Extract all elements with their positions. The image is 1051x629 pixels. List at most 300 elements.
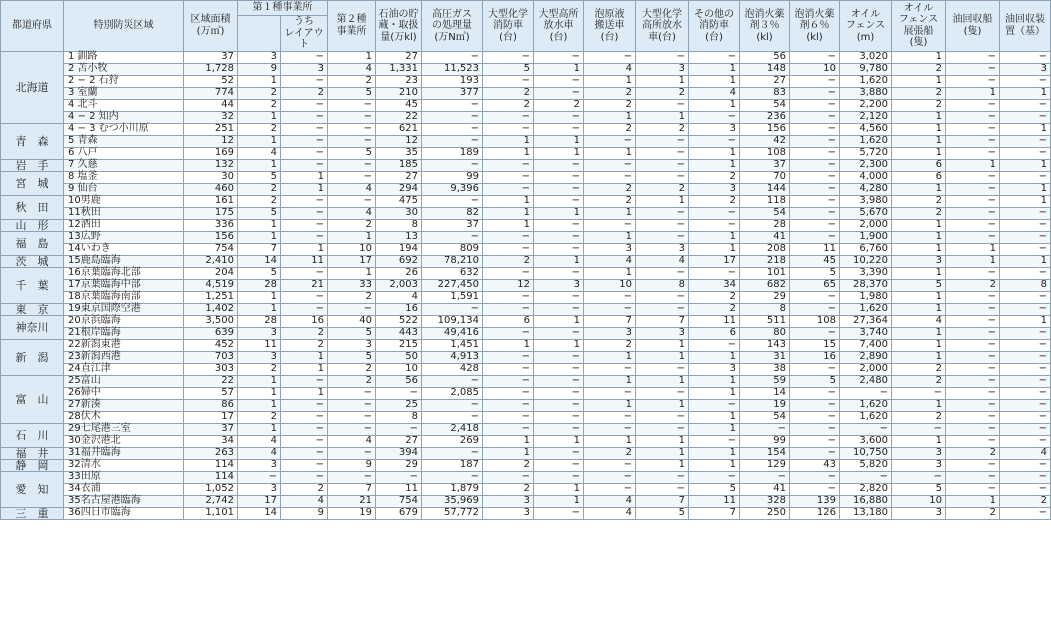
area-name-cell: 4 − 3 むつ小川原 — [64, 123, 184, 135]
value-cell: 1 — [946, 159, 1000, 171]
value-cell: 129 — [740, 459, 790, 471]
value-cell: 144 — [740, 183, 790, 195]
value-cell: 33 — [328, 279, 376, 291]
value-cell: − — [946, 339, 1000, 351]
area-name-cell: 7 久慈 — [64, 159, 184, 171]
value-cell: 328 — [740, 495, 790, 507]
value-cell: − — [946, 435, 1000, 447]
table-row — [1, 171, 1051, 183]
value-cell: 227,450 — [422, 279, 483, 291]
value-cell: 3 — [238, 483, 281, 495]
value-cell: 1 — [689, 351, 740, 363]
value-cell: 1,728 — [184, 63, 238, 75]
value-cell: 30 — [376, 207, 422, 219]
value-cell: 4 — [636, 255, 689, 267]
value-cell: 1 — [689, 159, 740, 171]
value-cell: 263 — [184, 447, 238, 459]
value-cell: 83 — [740, 87, 790, 99]
value-cell: 394 — [376, 447, 422, 459]
value-cell: 7 — [584, 315, 636, 327]
value-cell: 3 — [281, 63, 328, 75]
value-cell: 17 — [328, 255, 376, 267]
value-cell: 2 — [636, 123, 689, 135]
value-cell: − — [534, 507, 584, 519]
value-cell: − — [946, 411, 1000, 423]
value-cell: 3,740 — [840, 327, 892, 339]
value-cell: − — [840, 423, 892, 435]
value-cell: − — [946, 135, 1000, 147]
value-cell: − — [1000, 375, 1051, 387]
value-cell: 210 — [376, 87, 422, 99]
value-cell: 109,134 — [422, 315, 483, 327]
value-cell: 187 — [422, 459, 483, 471]
value-cell: − — [534, 123, 584, 135]
value-cell: − — [483, 387, 534, 399]
value-cell: 1 — [238, 75, 281, 87]
value-cell: 1 — [892, 51, 946, 63]
value-cell: 2 — [483, 483, 534, 495]
value-cell: 2 — [483, 255, 534, 267]
value-cell: 2,300 — [840, 159, 892, 171]
value-cell: 1 — [534, 207, 584, 219]
value-cell: − — [376, 423, 422, 435]
value-cell: − — [892, 423, 946, 435]
value-cell: − — [1000, 171, 1051, 183]
value-cell: 1 — [483, 447, 534, 459]
header-foam-truck: 泡原液 搬送車 (台) — [584, 1, 636, 52]
value-cell: − — [1000, 399, 1051, 411]
value-cell: 1 — [534, 339, 584, 351]
value-cell: − — [483, 75, 534, 87]
value-cell: 428 — [422, 363, 483, 375]
value-cell: 2 — [636, 87, 689, 99]
value-cell: − — [281, 231, 328, 243]
value-cell: 21 — [281, 279, 328, 291]
value-cell: 132 — [184, 159, 238, 171]
area-name-cell: 29七尾港三室 — [64, 423, 184, 435]
value-cell: 8 — [1000, 279, 1051, 291]
value-cell: − — [1000, 291, 1051, 303]
value-cell: − — [483, 327, 534, 339]
value-cell: − — [1000, 507, 1051, 519]
value-cell: 639 — [184, 327, 238, 339]
value-cell: − — [281, 423, 328, 435]
area-name-cell: 22新潟東港 — [64, 339, 184, 351]
value-cell: 1 — [892, 135, 946, 147]
value-cell: 5 — [238, 267, 281, 279]
value-cell: 29 — [740, 291, 790, 303]
value-cell: − — [534, 303, 584, 315]
value-cell: 56 — [376, 375, 422, 387]
area-name-cell: 20京浜臨海 — [64, 315, 184, 327]
value-cell: 2 — [281, 339, 328, 351]
value-cell: 6 — [892, 159, 946, 171]
table-row — [1, 159, 1051, 171]
value-cell: 41 — [740, 231, 790, 243]
value-cell: 5 — [689, 483, 740, 495]
value-cell: 682 — [740, 279, 790, 291]
table-row — [1, 279, 1051, 291]
value-cell: 754 — [184, 243, 238, 255]
value-cell: 294 — [376, 183, 422, 195]
value-cell: − — [422, 111, 483, 123]
table-row — [1, 375, 1051, 387]
value-cell: − — [790, 423, 840, 435]
value-cell: 1,052 — [184, 483, 238, 495]
value-cell: 1 — [281, 363, 328, 375]
header-oil-volume: 石油の貯 蔵・取扱 量(万kl) — [376, 1, 422, 52]
value-cell: 303 — [184, 363, 238, 375]
value-cell: 2 — [946, 279, 1000, 291]
value-cell: 4 — [584, 495, 636, 507]
value-cell: 1 — [689, 447, 740, 459]
area-name-cell: 18京葉臨海南部 — [64, 291, 184, 303]
value-cell: 1 — [584, 267, 636, 279]
value-cell: − — [483, 363, 534, 375]
value-cell: 2 — [1000, 495, 1051, 507]
value-cell: 5 — [328, 87, 376, 99]
value-cell: 44 — [184, 99, 238, 111]
value-cell: − — [534, 111, 584, 123]
value-cell: 1 — [892, 111, 946, 123]
value-cell: − — [281, 375, 328, 387]
value-cell: 52 — [184, 75, 238, 87]
value-cell: 139 — [790, 495, 840, 507]
value-cell: − — [790, 87, 840, 99]
value-cell: 12 — [483, 279, 534, 291]
value-cell: − — [946, 363, 1000, 375]
value-cell: − — [636, 363, 689, 375]
value-cell: 14 — [740, 387, 790, 399]
table-row — [1, 339, 1051, 351]
table-row — [1, 51, 1051, 63]
value-cell: 2 — [328, 375, 376, 387]
value-cell: 101 — [740, 267, 790, 279]
value-cell: 10,220 — [840, 255, 892, 267]
area-name-cell: 15鹿島臨海 — [64, 255, 184, 267]
value-cell: − — [946, 123, 1000, 135]
value-cell: 50 — [376, 351, 422, 363]
prefecture-cell: 北海道 — [1, 51, 64, 123]
value-cell: 1 — [689, 99, 740, 111]
value-cell: 1 — [1000, 315, 1051, 327]
value-cell: 3 — [238, 459, 281, 471]
value-cell: 1 — [636, 75, 689, 87]
value-cell: 774 — [184, 87, 238, 99]
value-cell: 14 — [238, 507, 281, 519]
prefecture-cell: 千 葉 — [1, 267, 64, 303]
table-row — [1, 87, 1051, 99]
value-cell: − — [636, 99, 689, 111]
table-row — [1, 387, 1051, 399]
header-oil-fence: オイル フェンス (m) — [840, 1, 892, 52]
value-cell: 8 — [636, 279, 689, 291]
header-aerial-truck: 大型高所 放水車 (台) — [534, 1, 584, 52]
value-cell: − — [534, 171, 584, 183]
value-cell: − — [483, 303, 534, 315]
value-cell: 692 — [376, 255, 422, 267]
value-cell: − — [1000, 435, 1051, 447]
value-cell: − — [790, 387, 840, 399]
area-name-cell: 12酒田 — [64, 219, 184, 231]
value-cell: 21 — [328, 495, 376, 507]
value-cell: 5 — [892, 483, 946, 495]
value-cell: − — [946, 459, 1000, 471]
value-cell: 2 — [328, 291, 376, 303]
area-name-cell: 31福井臨海 — [64, 447, 184, 459]
value-cell: 16 — [376, 303, 422, 315]
value-cell: 3,500 — [184, 315, 238, 327]
value-cell: 4 — [376, 291, 422, 303]
value-cell: 1 — [534, 63, 584, 75]
value-cell: 5,720 — [840, 147, 892, 159]
value-cell: 5 — [328, 147, 376, 159]
header-fence-boat: オイル フェンス 展張船 (隻) — [892, 1, 946, 52]
value-cell: − — [1000, 99, 1051, 111]
value-cell: − — [740, 471, 790, 483]
value-cell: 5 — [892, 279, 946, 291]
value-cell: 809 — [422, 243, 483, 255]
value-cell: − — [422, 399, 483, 411]
value-cell: − — [483, 375, 534, 387]
value-cell: − — [584, 471, 636, 483]
value-cell: − — [790, 399, 840, 411]
value-cell: 2 — [892, 99, 946, 111]
value-cell: 10,750 — [840, 447, 892, 459]
value-cell: − — [946, 195, 1000, 207]
value-cell: − — [946, 399, 1000, 411]
value-cell: 14 — [238, 255, 281, 267]
value-cell: 8 — [376, 411, 422, 423]
value-cell: 4 — [328, 435, 376, 447]
value-cell: − — [328, 159, 376, 171]
value-cell: 37 — [422, 219, 483, 231]
value-cell: − — [689, 219, 740, 231]
value-cell: − — [281, 399, 328, 411]
value-cell: − — [1000, 219, 1051, 231]
value-cell: − — [534, 375, 584, 387]
value-cell: − — [1000, 51, 1051, 63]
value-cell: 1,980 — [840, 291, 892, 303]
value-cell: 9 — [238, 63, 281, 75]
area-name-cell: 6 八戸 — [64, 147, 184, 159]
value-cell: 3 — [1000, 63, 1051, 75]
value-cell: 15 — [790, 339, 840, 351]
value-cell: − — [946, 375, 1000, 387]
value-cell: 11 — [281, 255, 328, 267]
value-cell: 1 — [534, 147, 584, 159]
value-cell: 2 — [892, 195, 946, 207]
value-cell: 34 — [184, 435, 238, 447]
value-cell: 1 — [584, 75, 636, 87]
value-cell: 37 — [740, 159, 790, 171]
value-cell: − — [790, 327, 840, 339]
value-cell: 251 — [184, 123, 238, 135]
value-cell: − — [328, 99, 376, 111]
value-cell: 28 — [238, 315, 281, 327]
value-cell: 1 — [892, 291, 946, 303]
value-cell: 1 — [892, 435, 946, 447]
value-cell: 1 — [689, 75, 740, 87]
value-cell: 2 — [689, 171, 740, 183]
value-cell: 1,591 — [422, 291, 483, 303]
value-cell: − — [534, 423, 584, 435]
value-cell: 1 — [584, 435, 636, 447]
value-cell: − — [584, 303, 636, 315]
value-cell: 2 — [238, 99, 281, 111]
value-cell: 3 — [892, 447, 946, 459]
value-cell: 10 — [328, 243, 376, 255]
value-cell: − — [946, 483, 1000, 495]
value-cell: − — [584, 411, 636, 423]
value-cell: 59 — [740, 375, 790, 387]
value-cell: − — [636, 471, 689, 483]
table-row — [1, 195, 1051, 207]
value-cell: 2 — [483, 99, 534, 111]
table-row — [1, 447, 1051, 459]
value-cell: 3 — [238, 351, 281, 363]
value-cell: 2 — [584, 447, 636, 459]
value-cell: 118 — [740, 195, 790, 207]
value-cell: 1 — [238, 291, 281, 303]
value-cell: − — [1000, 303, 1051, 315]
value-cell: 194 — [376, 243, 422, 255]
value-cell: 1 — [892, 147, 946, 159]
value-cell: 1 — [892, 243, 946, 255]
value-cell: 1 — [636, 447, 689, 459]
value-cell: 99 — [740, 435, 790, 447]
value-cell: 2,480 — [840, 375, 892, 387]
value-cell: 1 — [238, 375, 281, 387]
value-cell: − — [584, 219, 636, 231]
value-cell: − — [422, 135, 483, 147]
value-cell: − — [1000, 363, 1051, 375]
area-name-cell: 36四日市臨海 — [64, 507, 184, 519]
table-row — [1, 459, 1051, 471]
value-cell: 16 — [281, 315, 328, 327]
prefecture-cell: 東 京 — [1, 303, 64, 315]
value-cell: − — [946, 351, 1000, 363]
value-cell: 1,451 — [422, 339, 483, 351]
value-cell: − — [636, 303, 689, 315]
value-cell: 5 — [790, 267, 840, 279]
value-cell: 4 — [584, 255, 636, 267]
value-cell: 5 — [328, 351, 376, 363]
value-cell: 11 — [689, 315, 740, 327]
value-cell: − — [584, 171, 636, 183]
value-cell: − — [281, 207, 328, 219]
value-cell: 2 — [238, 87, 281, 99]
value-cell: 2 — [238, 363, 281, 375]
value-cell: − — [281, 147, 328, 159]
value-cell: 70 — [740, 171, 790, 183]
value-cell: 2 — [892, 207, 946, 219]
value-cell: − — [483, 243, 534, 255]
value-cell: 193 — [422, 75, 483, 87]
table-row — [1, 351, 1051, 363]
value-cell: 236 — [740, 111, 790, 123]
value-cell: 2 — [238, 195, 281, 207]
value-cell: 7 — [328, 483, 376, 495]
value-cell: − — [281, 267, 328, 279]
value-cell: 1 — [636, 459, 689, 471]
value-cell: 1 — [636, 375, 689, 387]
value-cell: 3,390 — [840, 267, 892, 279]
value-cell: − — [946, 75, 1000, 87]
value-cell: 16 — [790, 351, 840, 363]
value-cell: 1 — [689, 387, 740, 399]
value-cell: − — [534, 159, 584, 171]
table-row — [1, 75, 1051, 87]
area-name-cell: 35名古屋港臨海 — [64, 495, 184, 507]
value-cell: 1,620 — [840, 411, 892, 423]
value-cell: 250 — [740, 507, 790, 519]
area-name-cell: 13広野 — [64, 231, 184, 243]
value-cell: 154 — [740, 447, 790, 459]
value-cell: 2 — [328, 75, 376, 87]
value-cell: 2,000 — [840, 363, 892, 375]
value-cell: 34 — [689, 279, 740, 291]
value-cell: − — [636, 51, 689, 63]
value-cell: − — [636, 267, 689, 279]
value-cell: − — [483, 267, 534, 279]
value-cell: 1 — [238, 387, 281, 399]
value-cell: − — [790, 147, 840, 159]
value-cell: 31 — [740, 351, 790, 363]
area-name-cell: 30金沢港北 — [64, 435, 184, 447]
value-cell: 4 — [328, 207, 376, 219]
value-cell: 4 — [892, 315, 946, 327]
value-cell: 10 — [892, 495, 946, 507]
value-cell: − — [328, 303, 376, 315]
value-cell: − — [840, 471, 892, 483]
value-cell: 1 — [534, 495, 584, 507]
value-cell: 17 — [689, 255, 740, 267]
header-gas-volume: 高圧ガス の処理量 (万N㎥) — [422, 1, 483, 52]
value-cell: 1,101 — [184, 507, 238, 519]
value-cell: − — [790, 483, 840, 495]
value-cell: − — [946, 315, 1000, 327]
value-cell: 56 — [740, 51, 790, 63]
value-cell: 1 — [892, 183, 946, 195]
value-cell: 2 — [689, 195, 740, 207]
value-cell: 10 — [790, 63, 840, 75]
value-cell: − — [422, 447, 483, 459]
value-cell: − — [328, 111, 376, 123]
value-cell: − — [946, 99, 1000, 111]
value-cell: − — [689, 399, 740, 411]
table-row — [1, 315, 1051, 327]
value-cell: 4,519 — [184, 279, 238, 291]
value-cell: 1,402 — [184, 303, 238, 315]
value-cell: 2 — [281, 483, 328, 495]
value-cell: 49,416 — [422, 327, 483, 339]
value-cell: 1 — [689, 231, 740, 243]
value-cell: − — [790, 207, 840, 219]
value-cell: − — [689, 267, 740, 279]
value-cell: − — [636, 219, 689, 231]
value-cell: 9 — [328, 459, 376, 471]
value-cell: 2 — [584, 87, 636, 99]
value-cell: 10 — [584, 279, 636, 291]
value-cell: − — [892, 471, 946, 483]
value-cell: 1 — [1000, 255, 1051, 267]
value-cell: − — [422, 303, 483, 315]
value-cell: − — [636, 159, 689, 171]
value-cell: 2 — [636, 183, 689, 195]
area-name-cell: 28伏木 — [64, 411, 184, 423]
value-cell: − — [422, 195, 483, 207]
